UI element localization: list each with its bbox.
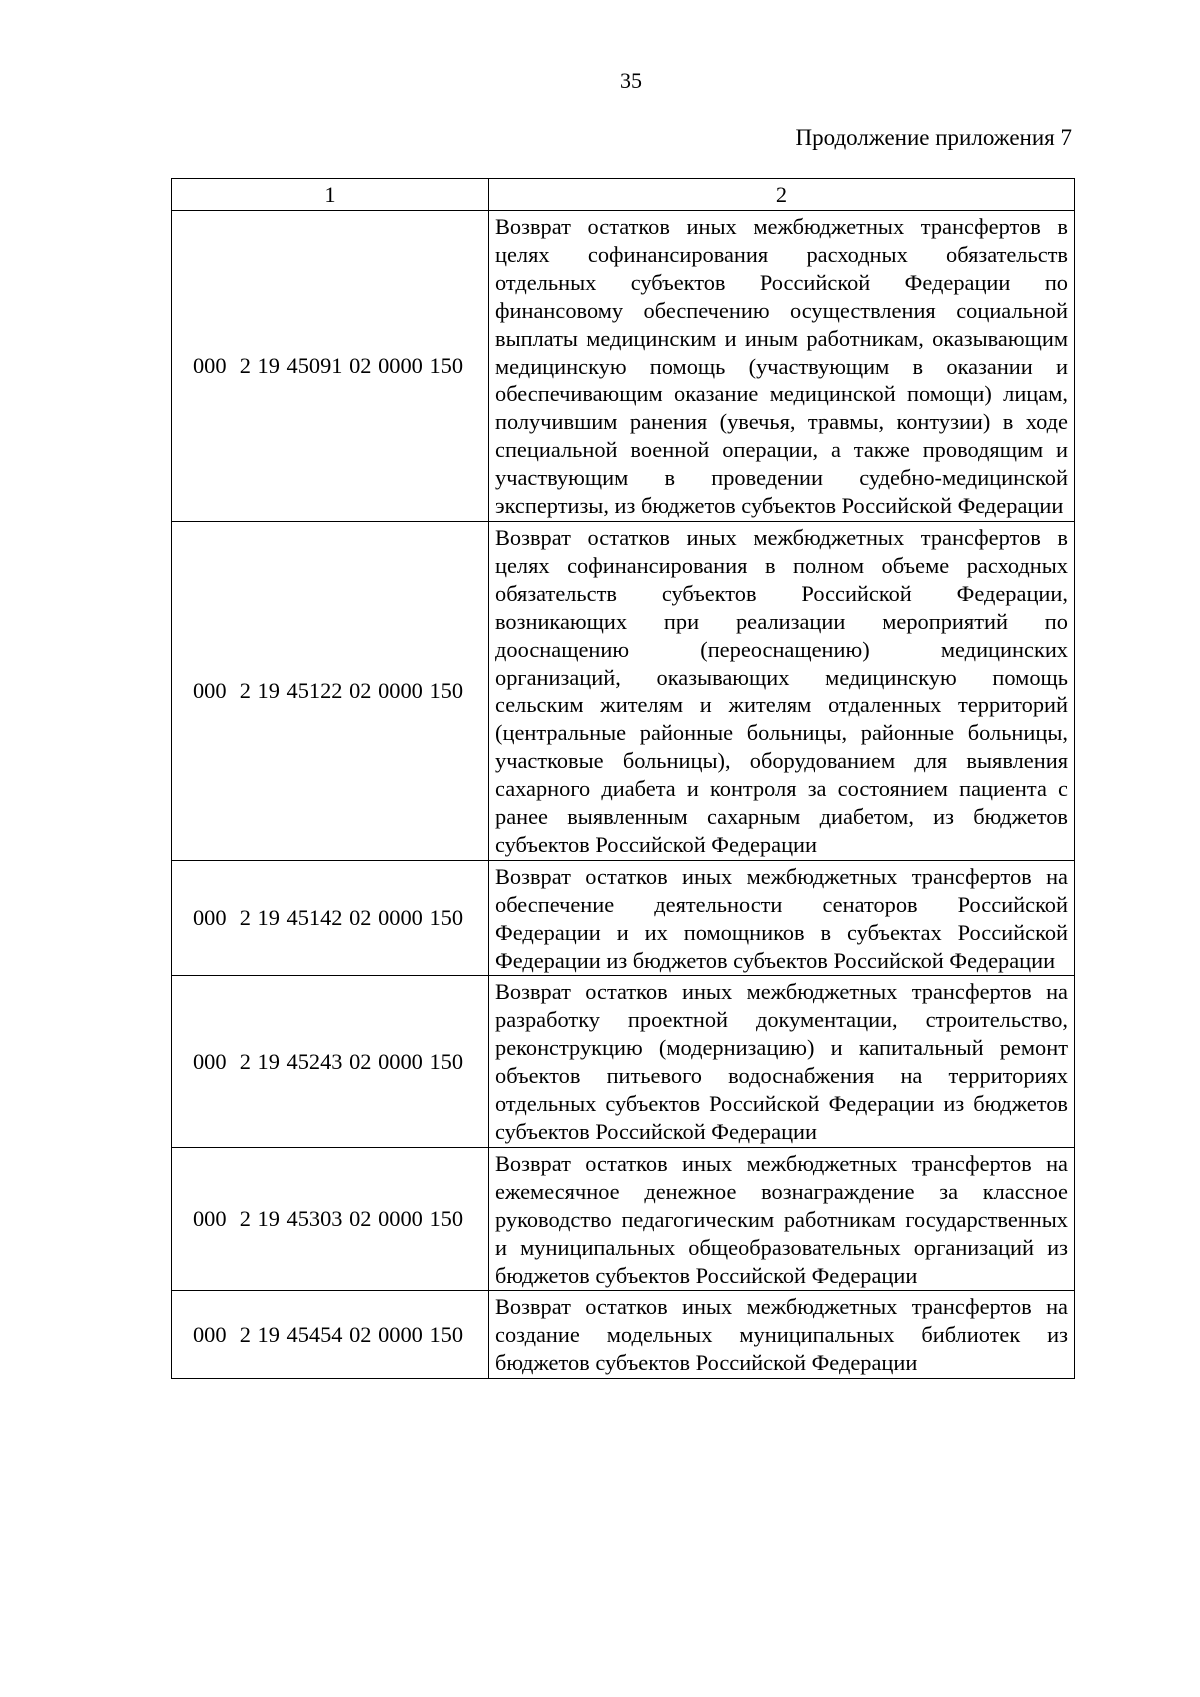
- budget-code-cell: 000 2 19 45091 02 0000 150: [172, 211, 489, 522]
- budget-code-cell: 000 2 19 45303 02 0000 150: [172, 1147, 489, 1291]
- table-row: [172, 976, 1075, 1147]
- budget-code-cell: 000 2 19 45243 02 0000 150: [172, 976, 489, 1147]
- description-cell: Возврат остатков иных межбюджетных трансфертов на разработку проектной документации, строительство, реконструкцию (модернизацию) и капитальный ремонт объектов питьевого водоснабжения на территориях отдельных субъектов Российской Федерации из бюджетов субъектов Российской Федерации: [489, 976, 1075, 1147]
- table-row: [172, 521, 1075, 860]
- table-row: [172, 860, 1075, 976]
- column-header-2: 2: [489, 179, 1075, 211]
- description-cell: Возврат остатков иных межбюджетных трансфертов в целях софинансирования расходных обязательств отдельных субъектов Российской Федерации по финансовому обеспечению осуществления социальной выплаты медицинским и иным работникам, оказывающим медицинскую помощь (участвующим в оказании и обеспечивающим оказание медицинской помощи) лицам, получившим ранения (увечья, травмы, контузии) в ходе специальной военной операции, а также проводящим и участвующим в проведении судебно-медицинской экспертизы, из бюджетов субъектов Российской Федерации: [489, 211, 1075, 522]
- table-row: [172, 211, 1075, 522]
- table-row: [172, 1291, 1075, 1379]
- description-cell: Возврат остатков иных межбюджетных трансфертов на ежемесячное денежное вознаграждение за классное руководство педагогическим работникам государственных и муниципальных общеобразовательных организаций из бюджетов субъектов Российской Федерации: [489, 1147, 1075, 1291]
- description-cell: Возврат остатков иных межбюджетных трансфертов на обеспечение деятельности сенаторов Российской Федерации и их помощников в субъектах Российской Федерации из бюджетов субъектов Российской Федерации: [489, 860, 1075, 976]
- budget-code-cell: 000 2 19 45142 02 0000 150: [172, 860, 489, 976]
- budget-code-cell: 000 2 19 45122 02 0000 150: [172, 521, 489, 860]
- column-header-1: 1: [172, 179, 489, 211]
- page-number: 35: [620, 68, 642, 93]
- table-header-row: [172, 179, 1075, 211]
- description-cell: Возврат остатков иных межбюджетных трансфертов в целях софинансирования в полном объеме расходных обязательств субъектов Российской Федерации, возникающих при реализации мероприятий по дооснащению (переоснащению) медицинских организаций, оказывающих медицинскую помощь сельским жителям и жителям отдаленных территорий (центральные районные больницы, районные больницы, участковые больницы), оборудованием для выявления сахарного диабета и контроля за состоянием пациента с ранее выявленным сахарным диабетом, из бюджетов субъектов Российской Федерации: [489, 521, 1075, 860]
- description-cell: Возврат остатков иных межбюджетных трансфертов на создание модельных муниципальных библиотек из бюджетов субъектов Российской Федерации: [489, 1291, 1075, 1379]
- budget-code-cell: 000 2 19 45454 02 0000 150: [172, 1291, 489, 1379]
- appendix-continuation-note: Продолжение приложения 7: [795, 125, 1072, 150]
- budget-codes-table: [171, 178, 1075, 1379]
- table-row: [172, 1147, 1075, 1291]
